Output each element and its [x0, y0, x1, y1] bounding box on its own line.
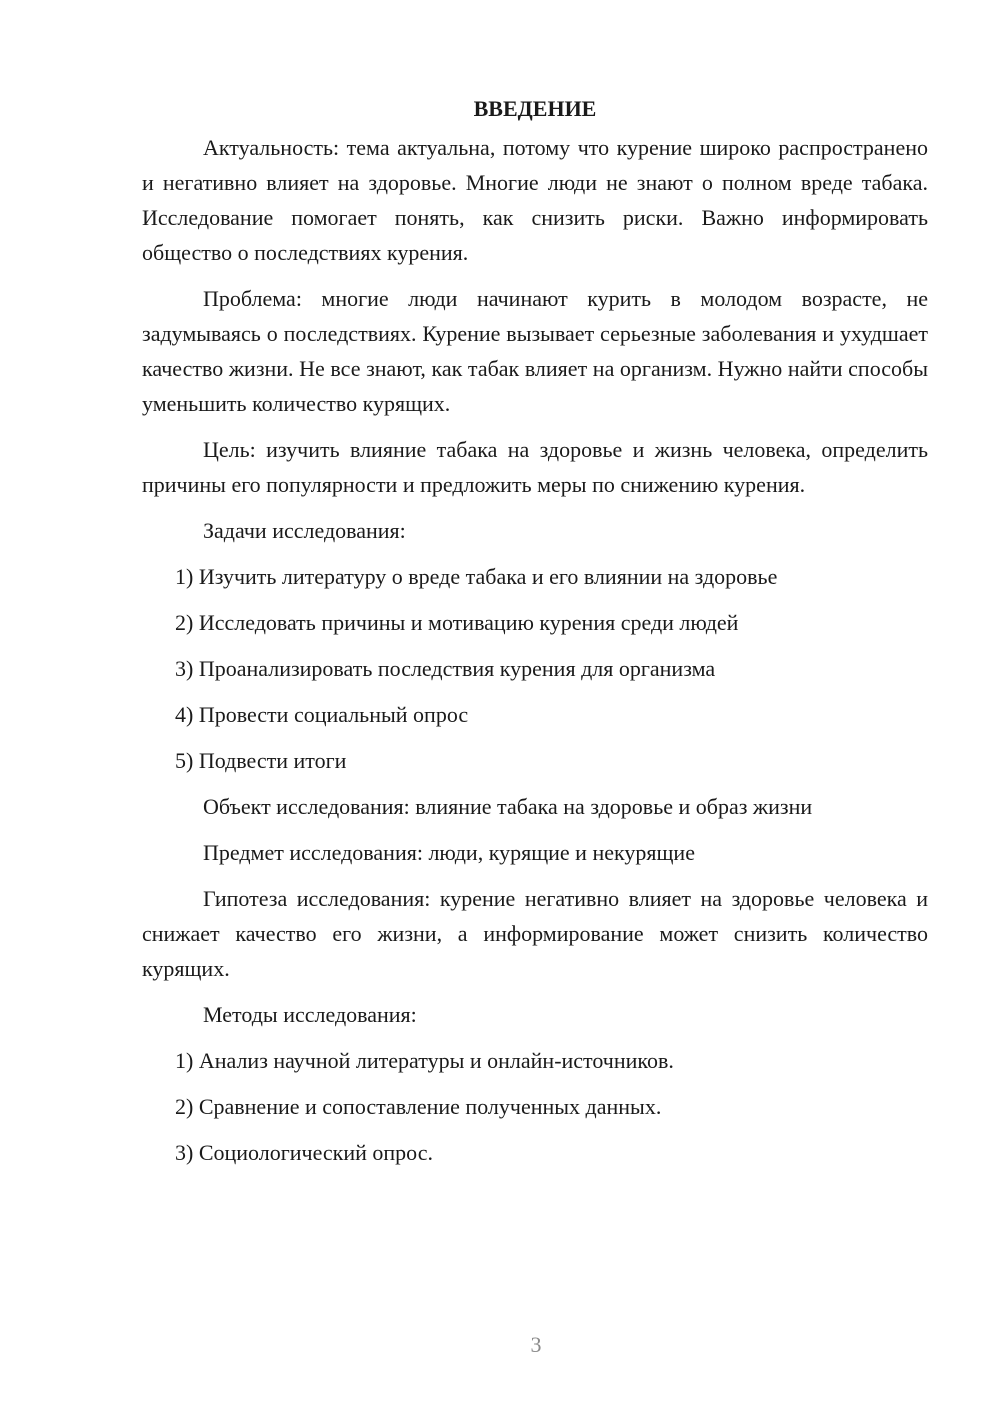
task-item: 4) Провести социальный опрос [175, 702, 469, 727]
method-item: 2) Сравнение и сопоставление полученных данных. [175, 1094, 662, 1119]
method-item: 1) Анализ научной литературы и онлайн-источников. [175, 1048, 674, 1073]
problem-paragraph: Проблема: многие люди начинают курить в молодом возрасте, не задумываясь о последствиях. Курение вызывает серьезные заболевания и ухудшает качество жизни. Не все знают, как табак влияет на организм. Нужно найти способы уменьшить количество курящих. [142, 286, 928, 416]
goal-paragraph: Цель: изучить влияние табака на здоровье и жизнь человека, определить причины его популярности и предложить меры по снижению курения. [142, 437, 928, 497]
document-page [142, 92, 928, 1181]
section-title: ВВЕДЕНИЕ [473, 96, 597, 121]
task-item: 2) Исследовать причины и мотивацию курения среди людей [175, 610, 739, 635]
methods-heading: Методы исследования: [203, 1002, 417, 1027]
task-item: 5) Подвести итоги [175, 748, 347, 773]
tasks-heading: Задачи исследования: [203, 518, 406, 543]
method-item: 3) Социологический опрос. [175, 1140, 433, 1165]
subject-line: Предмет исследования: люди, курящие и некурящие [203, 840, 695, 865]
hypothesis-paragraph: Гипотеза исследования: курение негативно влияет на здоровье человека и снижает качество его жизни, а информирование может снизить количество курящих. [142, 886, 928, 981]
page-number: 3 [530, 1332, 542, 1357]
task-item: 1) Изучить литературу о вреде табака и его влиянии на здоровье [175, 564, 778, 589]
task-item: 3) Проанализировать последствия курения для организма [175, 656, 716, 681]
object-line: Объект исследования: влияние табака на здоровье и образ жизни [203, 794, 813, 819]
relevance-paragraph: Актуальность: тема актуальна, потому что курение широко распространено и негативно влияет на здоровье. Многие люди не знают о полном вреде табака. Исследование помогает понять, как снизить риски. Важно информировать общество о последствиях курения. [142, 135, 928, 265]
